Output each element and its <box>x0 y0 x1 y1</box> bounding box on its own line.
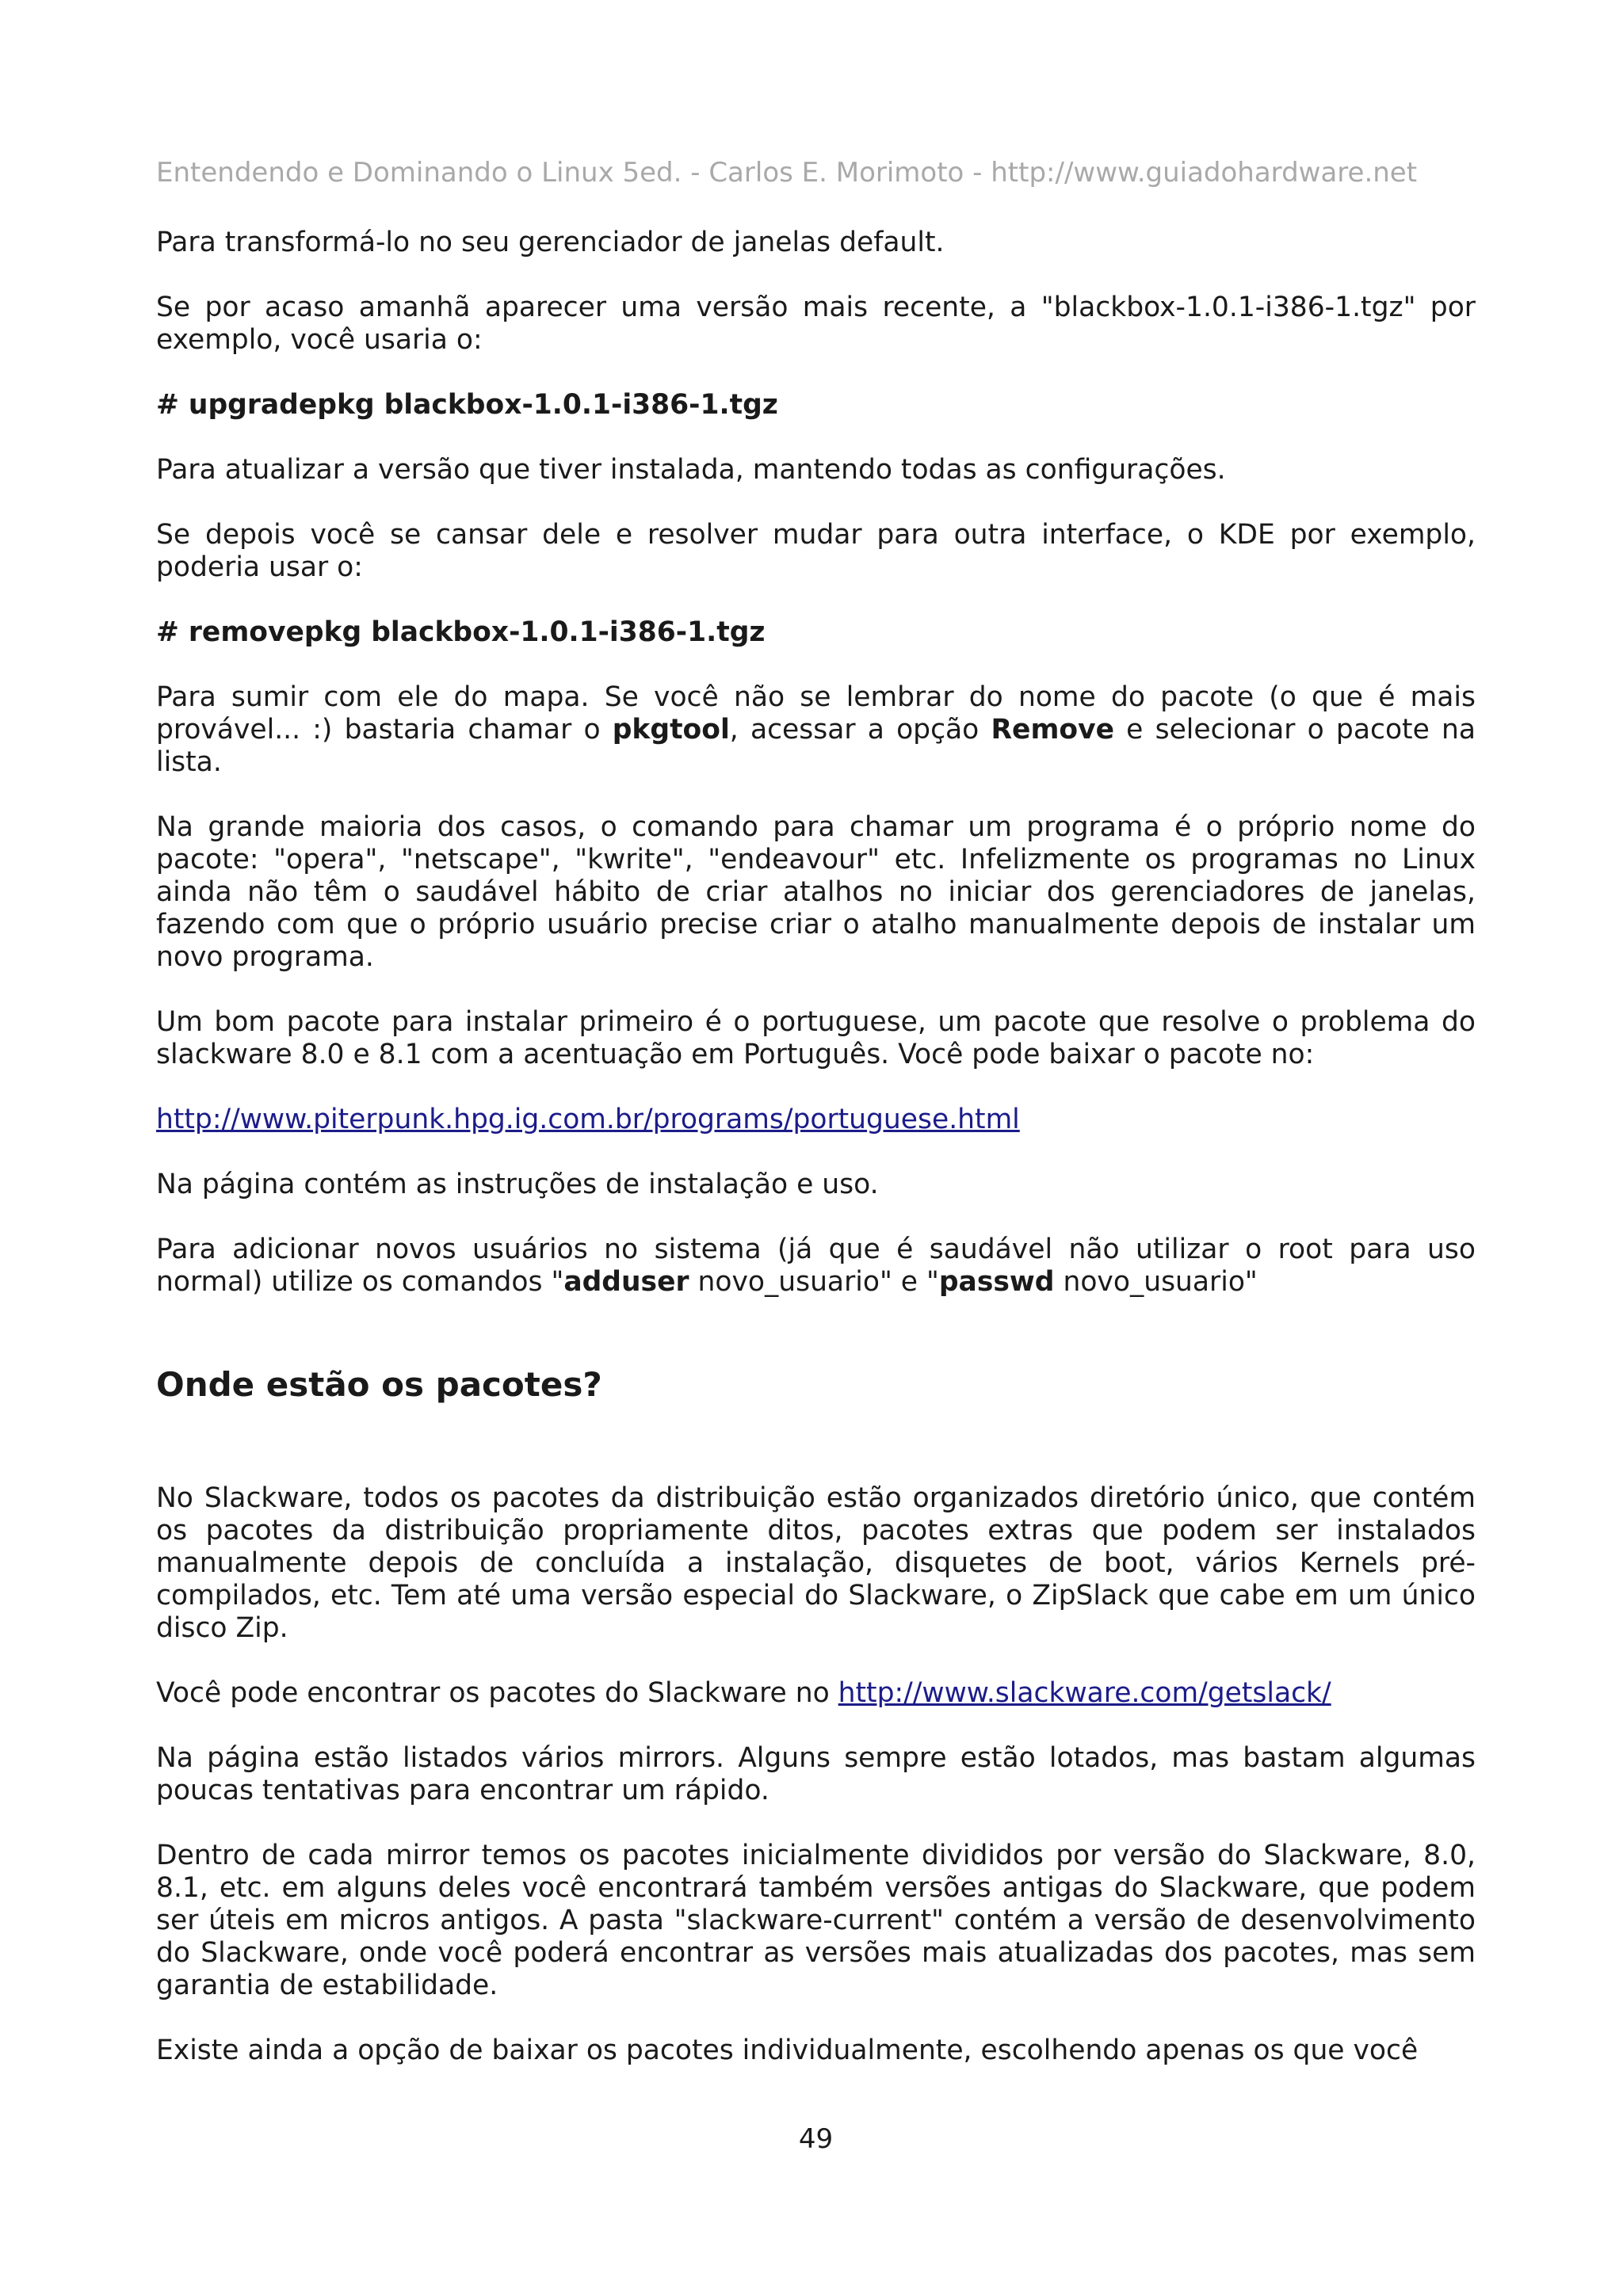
paragraph-adduser <box>156 1234 1476 1299</box>
command-line-removepkg: # removepkg blackbox-1.0.1-i386-1.tgz <box>156 616 766 648</box>
paragraph: Um bom pacote para instalar primeiro é o portuguese, um pacote que resolve o problema do slackware 8.0 e 8.1 com a acentuação em Português. Você pode baixar o pacote no: <box>156 1006 1476 1070</box>
page-content <box>156 227 1476 2067</box>
command-line-upgradepkg: # upgradepkg blackbox-1.0.1-i386-1.tgz <box>156 389 778 421</box>
text-run: Você pode encontrar os pacotes do Slackware no <box>156 1677 838 1709</box>
section-heading: Onde estão os pacotes? <box>156 1365 602 1404</box>
paragraph-pkgtool <box>156 681 1476 779</box>
paragraph: No Slackware, todos os pacotes da distribuição estão organizados diretório único, que contém os pacotes da distribuição propriamente ditos, pacotes extras que podem ser instalados manualmente depois de concluída a instalação, disquetes de boot, vários Kernels pré-compilados, etc. Tem até uma versão especial do Slackware, o ZipSlack que cabe em um único disco Zip. <box>156 1482 1476 1644</box>
text-run: novo_usuario" e " <box>689 1266 939 1298</box>
paragraph-getslack <box>156 1677 1476 1710</box>
text-run: Para adicionar novos usuários no sistema (já que é saudável não utilizar o root para uso normal) utilize os comandos " <box>156 1234 1476 1298</box>
paragraph: Na página estão listados vários mirrors. Alguns sempre estão lotados, mas bastam algumas poucas tentativas para encontrar um rápido. <box>156 1742 1476 1806</box>
text-run: Para sumir com ele do mapa. Se você não se lembrar do nome do pacote (o que é mais provável... :) bastaria chamar o <box>156 681 1476 746</box>
paragraph: Se depois você se cansar dele e resolver mudar para outra interface, o KDE por exemplo, poderia usar o: <box>156 519 1476 583</box>
bold-term-pkgtool: pkgtool <box>612 714 730 746</box>
portuguese-package-link[interactable]: http://www.piterpunk.hpg.ig.com.br/programs/portuguese.html <box>156 1104 1020 1135</box>
slackware-getslack-link[interactable]: http://www.slackware.com/getslack/ <box>838 1677 1331 1709</box>
paragraph: Para atualizar a versão que tiver instalada, mantendo todas as configurações. <box>156 454 1226 486</box>
text-run: , acessar a opção <box>729 714 991 746</box>
text-run: novo_usuario" <box>1054 1266 1258 1298</box>
paragraph: Se por acaso amanhã aparecer uma versão mais recente, a "blackbox-1.0.1-i386-1.tgz" por exemplo, você usaria o: <box>156 292 1476 356</box>
link-paragraph <box>156 1104 1476 1136</box>
paragraph: Na página contém as instruções de instalação e uso. <box>156 1169 879 1200</box>
paragraph: Para transformá-lo no seu gerenciador de janelas default. <box>156 227 945 258</box>
paragraph: Na grande maioria dos casos, o comando para chamar um programa é o próprio nome do pacote: "opera", "netscape", "kwrite", "endeavour" etc. Infelizmente os programas no Linux ainda não têm o saudável hábito de criar atalhos no iniciar dos gerenciadores de janelas, fazendo com que o próprio usuário precise criar o atalho manualmente depois de instalar um novo programa. <box>156 811 1476 973</box>
paragraph: Dentro de cada mirror temos os pacotes inicialmente divididos por versão do Slackware, 8.0, 8.1, etc. em alguns deles você encontrará também versões antigas do Slackware, que podem ser úteis em micros antigos. A pasta "slackware-current" contém a versão de desenvolvimento do Slackware, onde você poderá encontrar as versões mais atualizadas dos pacotes, mas sem garantia de estabilidade. <box>156 1840 1476 2001</box>
bold-term-remove: Remove <box>991 714 1114 746</box>
text-run: e selecionar o pacote na lista. <box>156 714 1476 778</box>
paragraph: Existe ainda a opção de baixar os pacotes individualmente, escolhendo apenas os que você <box>156 2035 1419 2066</box>
page-number: 49 <box>798 2123 834 2155</box>
bold-term-passwd: passwd <box>938 1266 1055 1298</box>
bold-term-adduser: adduser <box>563 1266 689 1298</box>
running-header: Entendendo e Dominando o Linux 5ed. - Carlos E. Morimoto - http://www.guiadohardware.net <box>156 157 1418 189</box>
